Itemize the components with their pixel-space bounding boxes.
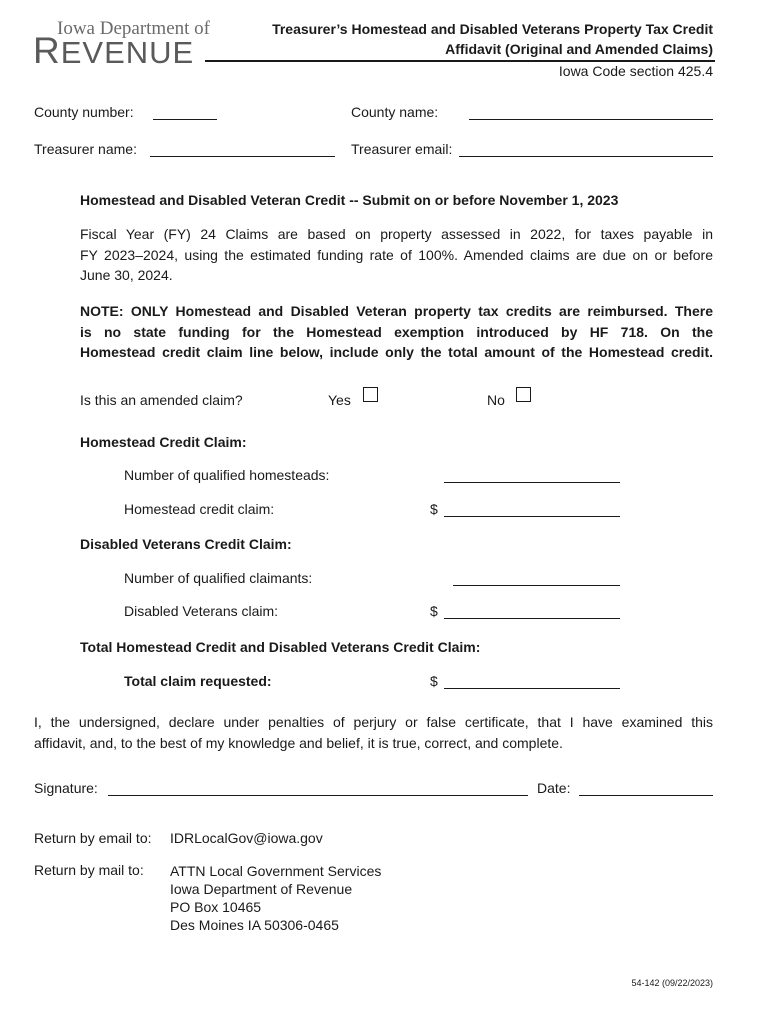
declaration-line-2: affidavit, and, to the best of my knowledge and belief, it is true, correct, and complete.	[34, 734, 563, 751]
logo-revenue-text	[33, 32, 194, 69]
fiscal-line-2: FY 2023–2024, using the estimated funding rate of 100%. Amended claims are due on or before	[80, 246, 713, 263]
note-paragraph	[80, 301, 713, 363]
amended-yes-checkbox[interactable]	[363, 387, 378, 402]
form-id: 54-142 (09/22/2023)	[631, 978, 713, 988]
signature-label: Signature:	[34, 780, 98, 796]
date-label: Date:	[537, 780, 571, 796]
treasurer-name-label: Treasurer name:	[34, 141, 137, 157]
mail-line: Iowa Department of Revenue	[170, 881, 353, 897]
veterans-claim-field[interactable]	[444, 618, 620, 619]
logo-revenue-initial: R	[33, 30, 61, 71]
county-name-label: County name:	[351, 104, 439, 120]
code-reference: Iowa Code section 425.4	[558, 63, 713, 79]
homestead-heading: Homestead Credit Claim:	[80, 434, 247, 450]
treasurer-name-field[interactable]	[150, 156, 335, 157]
amended-no-label: No	[487, 392, 505, 408]
return-mail-address	[170, 862, 381, 934]
amended-question: Is this an amended claim?	[80, 392, 243, 408]
county-name-field[interactable]	[469, 119, 713, 120]
homestead-count-field[interactable]	[444, 482, 620, 483]
form-title-line2: Affidavit (Original and Amended Claims)	[445, 41, 713, 57]
total-claim-label: Total claim requested:	[124, 673, 272, 689]
mail-line: ATTN Local Government Services	[170, 863, 382, 879]
veterans-count-label: Number of qualified claimants:	[124, 570, 313, 586]
treasurer-email-field[interactable]	[459, 156, 713, 157]
note-line-1: NOTE: ONLY Homestead and Disabled Veteran property tax credits are reimbursed. There	[80, 303, 713, 319]
signature-field[interactable]	[108, 795, 528, 796]
county-number-field[interactable]	[153, 119, 217, 120]
form-title	[272, 19, 713, 59]
date-field[interactable]	[579, 795, 713, 796]
logo-revenue-word	[33, 30, 195, 71]
form-title-line1: Treasurer’s Homestead and Disabled Veterans Property Tax Credit	[272, 21, 713, 37]
mail-line: PO Box 10465	[170, 899, 262, 915]
total-dollar-sign: $	[430, 673, 438, 689]
return-email-label: Return by email to:	[34, 830, 152, 846]
note-line-2: is no state funding for the Homestead exemption introduced by HF 718. On the	[80, 323, 713, 340]
treasurer-email-label: Treasurer email:	[351, 141, 453, 157]
homestead-claim-label: Homestead credit claim:	[124, 501, 275, 517]
veterans-heading: Disabled Veterans Credit Claim:	[80, 536, 292, 552]
amended-yes-label: Yes	[328, 392, 351, 408]
logo-department-text: Iowa Department of	[57, 18, 210, 39]
county-number-label: County number:	[34, 104, 134, 120]
logo-revenue-rest: EVENUE	[60, 35, 195, 70]
homestead-dollar-sign: $	[430, 501, 438, 517]
return-mail-label: Return by mail to:	[34, 862, 144, 878]
veterans-claim-label: Disabled Veterans claim:	[124, 603, 279, 619]
total-claim-field[interactable]	[444, 688, 620, 689]
return-email-address[interactable]: IDRLocalGov@iowa.gov	[170, 830, 323, 846]
deadline-heading: Homestead and Disabled Veteran Credit -- Submit on or before November 1, 2023	[80, 192, 619, 208]
veterans-dollar-sign: $	[430, 603, 438, 619]
declaration-paragraph	[34, 712, 713, 753]
fiscal-year-paragraph	[80, 224, 713, 286]
note-line-3: Homestead credit claim line below, include only the total amount of the Homestead credit.	[80, 344, 713, 360]
veterans-count-field[interactable]	[453, 585, 620, 586]
homestead-claim-field[interactable]	[444, 516, 620, 517]
mail-line: Des Moines IA 50306-0465	[170, 917, 339, 933]
amended-no-checkbox[interactable]	[516, 387, 531, 402]
fiscal-line-3: June 30, 2024.	[80, 267, 173, 283]
homestead-count-label: Number of qualified homesteads:	[124, 467, 330, 483]
fiscal-line-1: Fiscal Year (FY) 24 Claims are based on property assessed in 2022, for taxes payable in	[80, 226, 713, 242]
declaration-line-1: I, the undersigned, declare under penalties of perjury or false certificate, that I have examined this	[34, 714, 713, 730]
header-rule	[205, 60, 715, 62]
total-heading: Total Homestead Credit and Disabled Veterans Credit Claim:	[80, 639, 481, 655]
